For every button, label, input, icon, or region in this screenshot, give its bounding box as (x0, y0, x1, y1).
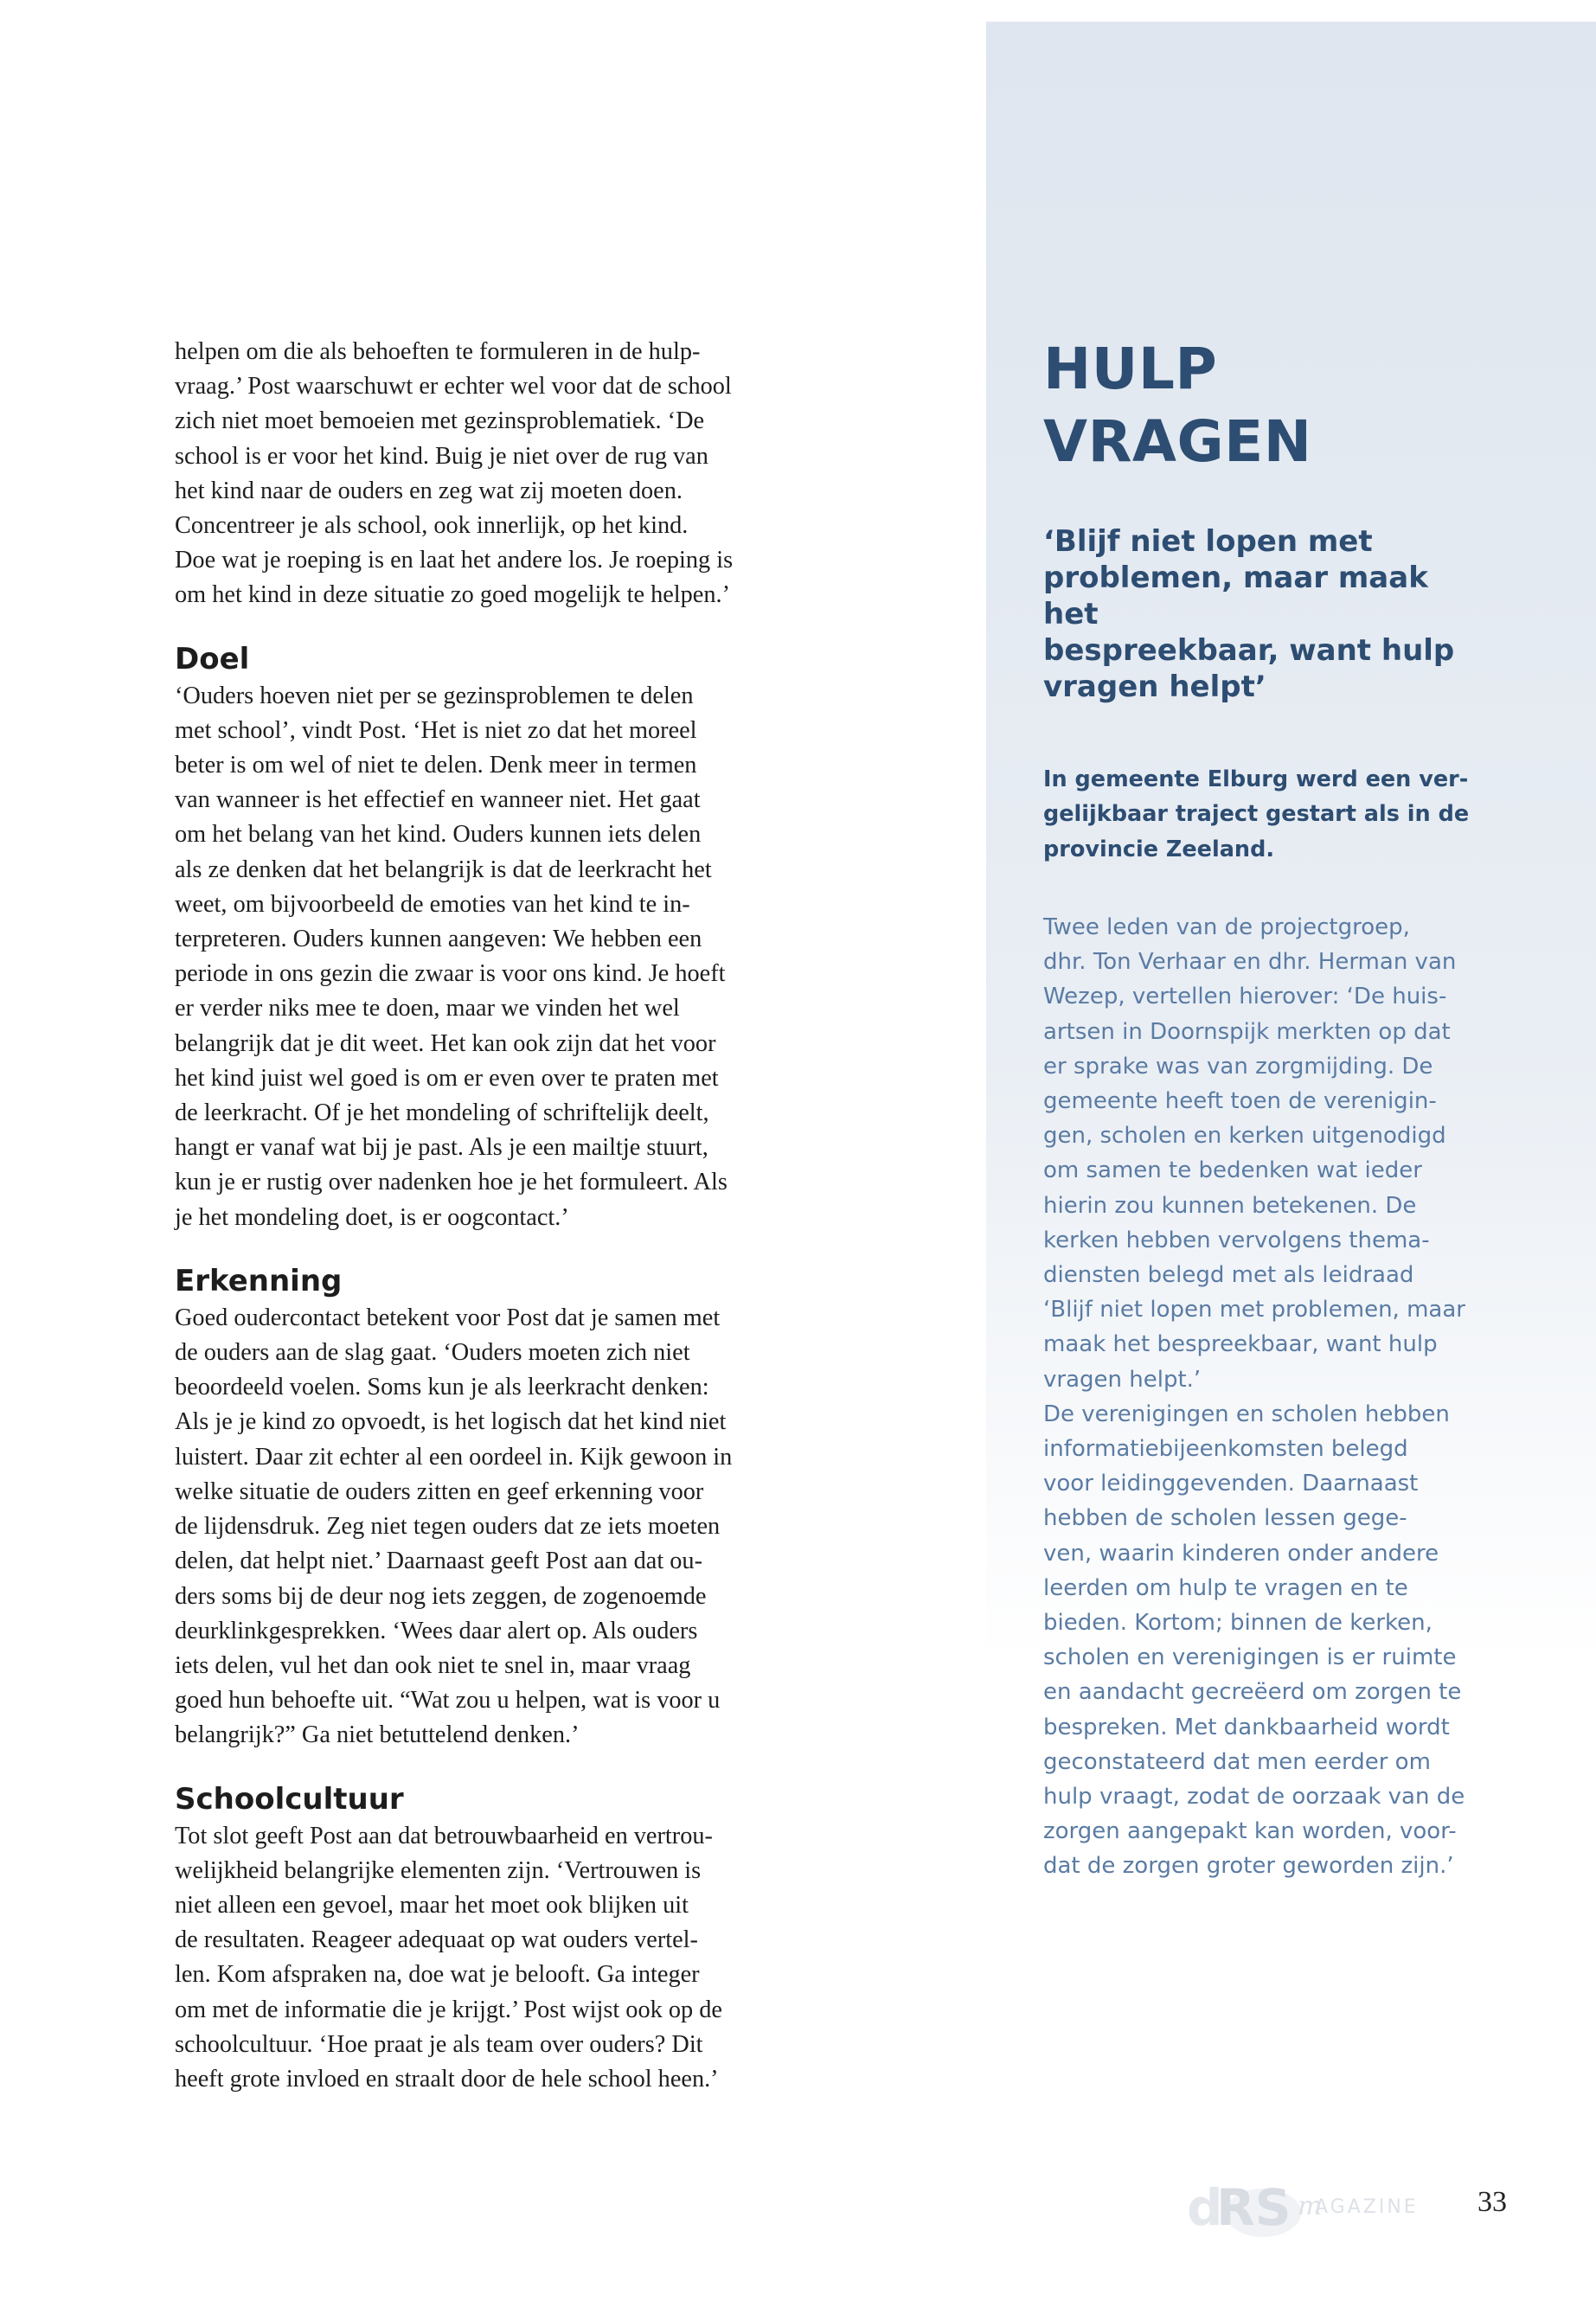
section-heading-schoolcultuur: Schoolcultuur (175, 1781, 404, 1817)
intro-paragraph: helpen om die als behoeften te formuleren in de hulp- vraag.’ Post waarschuwt er echter wel voor dat de school zich niet moet bemoeien met gezinsproblematiek. ‘De school is er voor het kind. Buig je niet over de rug van het kind naar de ouders en zeg wat zij moeten doen. Concentreer je als school, ook innerlijk, op het kind. Doe wat je roeping is en laat het andere los. Je roeping is om het kind in deze situatie zo goed mogelijk te helpen.’ (175, 338, 734, 609)
sidebar-body: Twee leden van de projectgroep, dhr. Ton Verhaar en dhr. Herman van Wezep, vertellen hierover: ‘De huis- artsen in Doornspijk merkten op dat er sprake was van zorgmijding. De gemeente heeft toen de verenigin- gen, scholen en kerken uitgenodigd om samen te bedenken wat ieder hierin zou kunnen betekenen. De kerken hebben vervolgens thema- diensten belegd met als leidraad ‘Blijf niet lopen met problemen, maar maak het bespreekbaar, want hulp vragen helpt.’ De verenigingen en scholen hebben informatiebijeenkomsten belegd voor leidinggevenden. Daarnaast hebben de scholen lessen gege- ven, waarin kinderen onder andere leerden om hulp te vragen en te bieden. Kortom; binnen de kerken, scholen en verenigingen is er ruimte en aandacht gecreëerd om zorgen te bespreken. Met dankbaarheid wordt geconstateerd dat men eerder om hulp vraagt, zodat de oorzaak van de zorgen aangepakt kan worden, voor- dat de zorgen groter geworden zijn.’ (1043, 913, 1465, 1880)
magazine-logo (1187, 2171, 1420, 2240)
svg-text:RS: RS (1216, 2178, 1292, 2237)
sidebar-intro: In gemeente Elburg werd een ver- gelijkbaar traject gestart als in de provincie Zeeland. (1043, 766, 1470, 862)
section-heading-erkenning: Erkenning (175, 1263, 343, 1298)
svg-text:AGAZINE: AGAZINE (1315, 2196, 1419, 2218)
svg-text:m: m (1298, 2191, 1323, 2221)
section-heading-doel: Doel (175, 641, 250, 676)
page-number: 33 (1477, 2186, 1507, 2218)
svg-text:d: d (1187, 2178, 1223, 2237)
sidebar-column (1043, 333, 1493, 1884)
section-body-erkenning: Goed oudercontact betekent voor Post dat je samen met de ouders aan de slag gaat. ‘Ouders moeten zich niet beoordeeld voelen. Soms kun je als leerkracht denken: Als je je kind zo opvoedt, is het logisch dat het kind niet luistert. Daar zit echter al een oordeel in. Kijk gewoon in welke situatie de ouders zitten en geef erkenning voor de lijdensdruk. Zeg niet tegen ouders dat ze iets moeten delen, dat helpt niet.’ Daarnaast geeft Post aan dat ou- ders soms bij de deur nog iets zeggen, de zogenoemde deurklinkgesprekken. ‘Wees daar alert op. Als ouders iets delen, vul het dan ook niet te snel in, maar vraag goed hun behoefte uit. “Wat zou u helpen, wat is voor u belangrijk?” Ga niet betuttelend denken.’ (175, 1304, 733, 1749)
article-column (175, 335, 798, 2097)
sidebar-title: HULP VRAGEN (1043, 336, 1312, 475)
section-body-doel: ‘Ouders hoeven niet per se gezinsproblemen te delen met school’, vindt Post. ‘Het is niet zo dat het moreel beter is om wel of niet te delen. Denk meer in termen van wanneer is het effectief en wanneer niet. Het gaat om het belang van het kind. Ouders kunnen iets delen als ze denken dat het belangrijk is dat de leerkracht het weet, om bijvoorbeeld de emoties van het kind te in- terpreteren. Ouders kunnen aangeven: We hebben een periode in ons gezin die zwaar is voor ons kind. Je hoeft er verder niks mee te doen, maar we vinden het wel belangrijk dat je dit weet. Het kan ook zijn dat het voor het kind juist wel goed is om er even over te praten met de leerkracht. Of je het mondeling of schriftelijk deelt, hangt er vanaf wat bij je past. Als je een mailtje stuurt, kun je er rustig over nadenken hoe je het formuleert. Als je het mondeling doet, is er oogcontact.’ (175, 682, 727, 1231)
sidebar-quote: ‘Blijf niet lopen met problemen, maar maak het bespreekbaar, want hulp vragen helpt’ (1043, 524, 1455, 704)
section-body-schoolcultuur: Tot slot geeft Post aan dat betrouwbaarheid en vertrou- welijkheid belangrijke elementen zijn. ‘Vertrouwen is niet alleen een gevoel, maar het moet ook blijken uit de resultaten. Reageer adequaat op wat ouders vertel- len. Kom afspraken na, doe wat je belooft. Ga integer om met de informatie die je krijgt.’ Post wijst ook op de schoolcultuur. ‘Hoe praat je als team over ouders? Dit heeft grote invloed en straalt door de hele school heen.’ (175, 1822, 722, 2093)
